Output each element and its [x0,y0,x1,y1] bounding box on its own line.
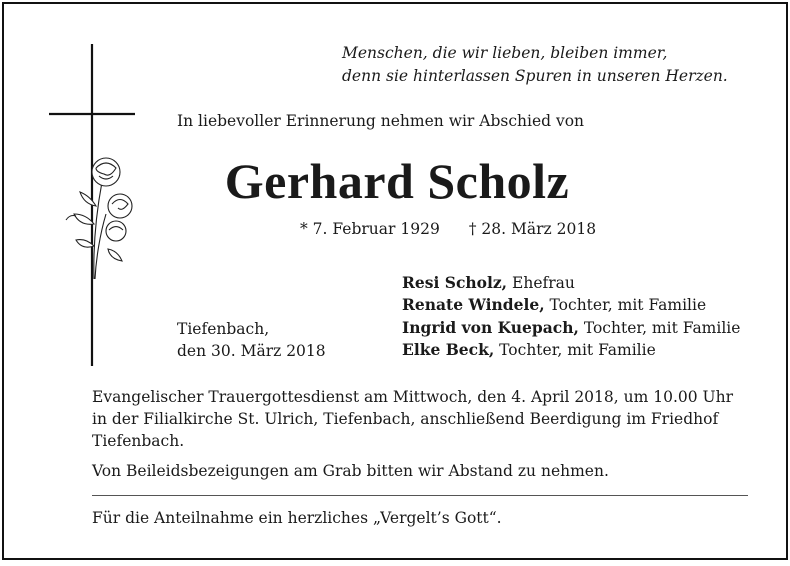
date: den 30. März 2018 [177,342,326,360]
place: Tiefenbach, [177,320,270,338]
death-date: † 28. März 2018 [468,220,597,238]
birth-date: * 7. Februar 1929 [300,220,440,238]
divider [92,495,748,496]
service-text: Evangelischer Trauergottesdienst am Mittwoch, den 4. April 2018, um 10.00 Uhr in der Filialkirche St. Ulrich, Tiefenbach, anschließend Beerdigung im Friedhof Tiefenbach. [92,388,733,450]
family-member-name: Elke Beck, [402,339,495,359]
thanks-text: Für die Anteilnahme ein herzliches „Vergelt’s Gott“. [92,509,502,527]
family-member-relation: Tochter, mit Familie [494,340,656,359]
quote-line-1: Menschen, die wir lieben, bleiben immer, [342,44,668,62]
condolence-note: Von Beileidsbezeigungen am Grab bitten wir Abstand zu nehmen. [92,462,609,480]
quote [342,42,728,88]
service-info [92,386,752,490]
obituary-card [2,2,788,560]
family-member [402,339,740,361]
intro-text: In liebevoller Erinnerung nehmen wir Abschied von [177,112,585,130]
family-member-relation: Tochter, mit Familie [578,318,741,337]
quote-line-2: denn sie hinterlassen Spuren in unseren Herzen. [342,67,728,85]
family-member [402,294,740,316]
family-member-name: Renate Windele, [402,295,545,315]
family-member [402,317,740,339]
family-member-name: Ingrid von Kuepach, [402,317,579,337]
family-member-relation: Tochter, mit Familie [544,296,707,315]
place-and-date [177,318,326,362]
deceased-name: Gerhard Scholz [224,153,570,209]
family-list [402,272,740,361]
life-dates [300,220,596,238]
family-member-name: Resi Scholz, [402,273,508,292]
family-member-relation: Ehefrau [507,274,575,292]
family-member [402,272,740,294]
